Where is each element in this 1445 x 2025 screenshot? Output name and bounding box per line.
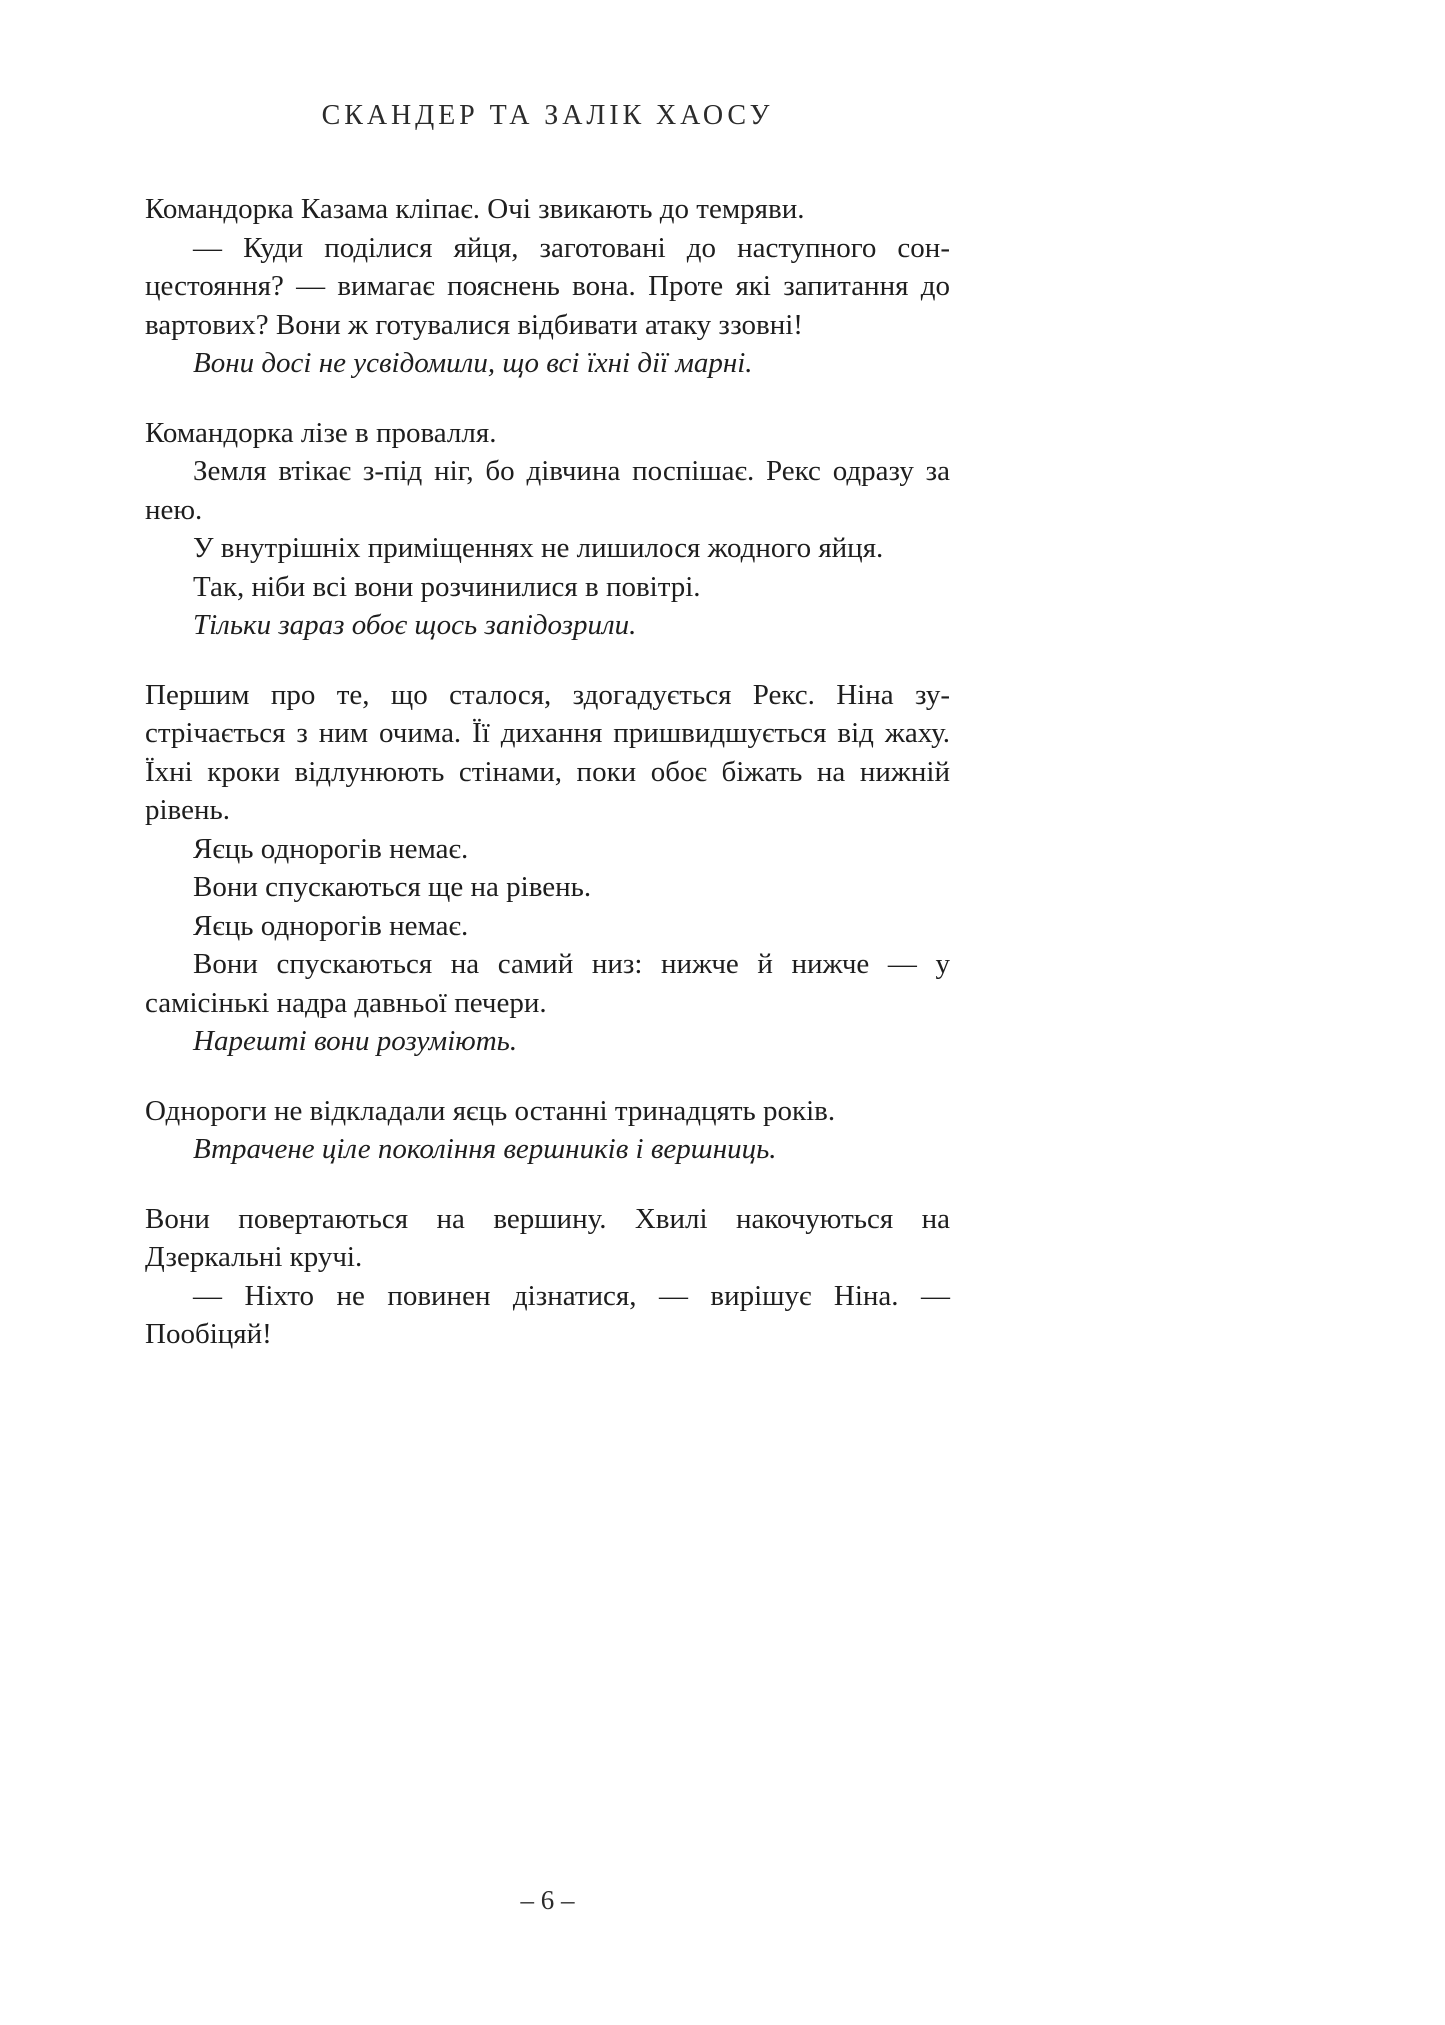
text-section	[145, 1092, 950, 1169]
paragraph: — Куди поділися яйця, заготовані до наступного сонцестояння? — вимагає пояснень вона. Проте які запитання до вартових? Вони ж готувалися відбивати атаку ззовні!	[145, 231, 950, 341]
paragraph-italic: Тільки зараз обоє щось запідозрили.	[193, 609, 637, 641]
paragraph-italic: Нарешті вони розуміють.	[193, 1025, 518, 1057]
paragraph: Вони спускаються ще на рівень.	[193, 871, 592, 903]
paragraph: Вони спускаються на самий низ: нижче й нижче — у самісінькі надра давньої печери.	[145, 948, 950, 1019]
paragraph: Яєць однорогів немає.	[193, 832, 469, 865]
paragraph: Вони повертаються на вершину. Хвилі накочуються на Дзеркальні кручі.	[145, 1202, 950, 1273]
text-section	[145, 676, 950, 1061]
text-section	[145, 1200, 950, 1354]
paragraph: Яєць однорогів немає.	[193, 909, 469, 942]
page-text	[145, 190, 950, 1385]
text-section	[145, 414, 950, 645]
running-head-title: СКАНДЕР ТА ЗАЛІК ХАОСУ	[321, 100, 774, 131]
paragraph-italic: Втрачене ціле покоління вершників і вершниць.	[193, 1133, 777, 1165]
paragraph: Першим про те, що сталося, здогадується Рекс. Ніна зустрічається з ним очима. Її дихання пришвидшується від жаху. Їхні кроки відлунюють стінами, поки обоє біжать на нижній рівень.	[145, 678, 950, 826]
paragraph: Однороги не відкладали яєць останні тринадцять років.	[145, 1094, 836, 1127]
paragraph: — Ніхто не повинен дізнатися, — вирішує Ніна. — Пообіцяй!	[145, 1279, 950, 1350]
page-number: – 6 –	[520, 1885, 575, 1915]
text-section	[145, 190, 950, 383]
paragraph: Земля втікає з-під ніг, бо дівчина поспішає. Рекс одразу за нею.	[145, 455, 950, 526]
paragraph: Командорка Казама кліпає. Очі звикають до темряви.	[145, 193, 805, 225]
paragraph: Так, ніби всі вони розчинилися в повітрі.	[193, 570, 701, 603]
paragraph: У внутрішніх приміщеннях не лишилося жодного яйця.	[193, 532, 884, 564]
paragraph: Командорка лізе в провалля.	[145, 416, 497, 449]
paragraph-italic: Вони досі не усвідомили, що всі їхні дії марні.	[193, 347, 753, 379]
